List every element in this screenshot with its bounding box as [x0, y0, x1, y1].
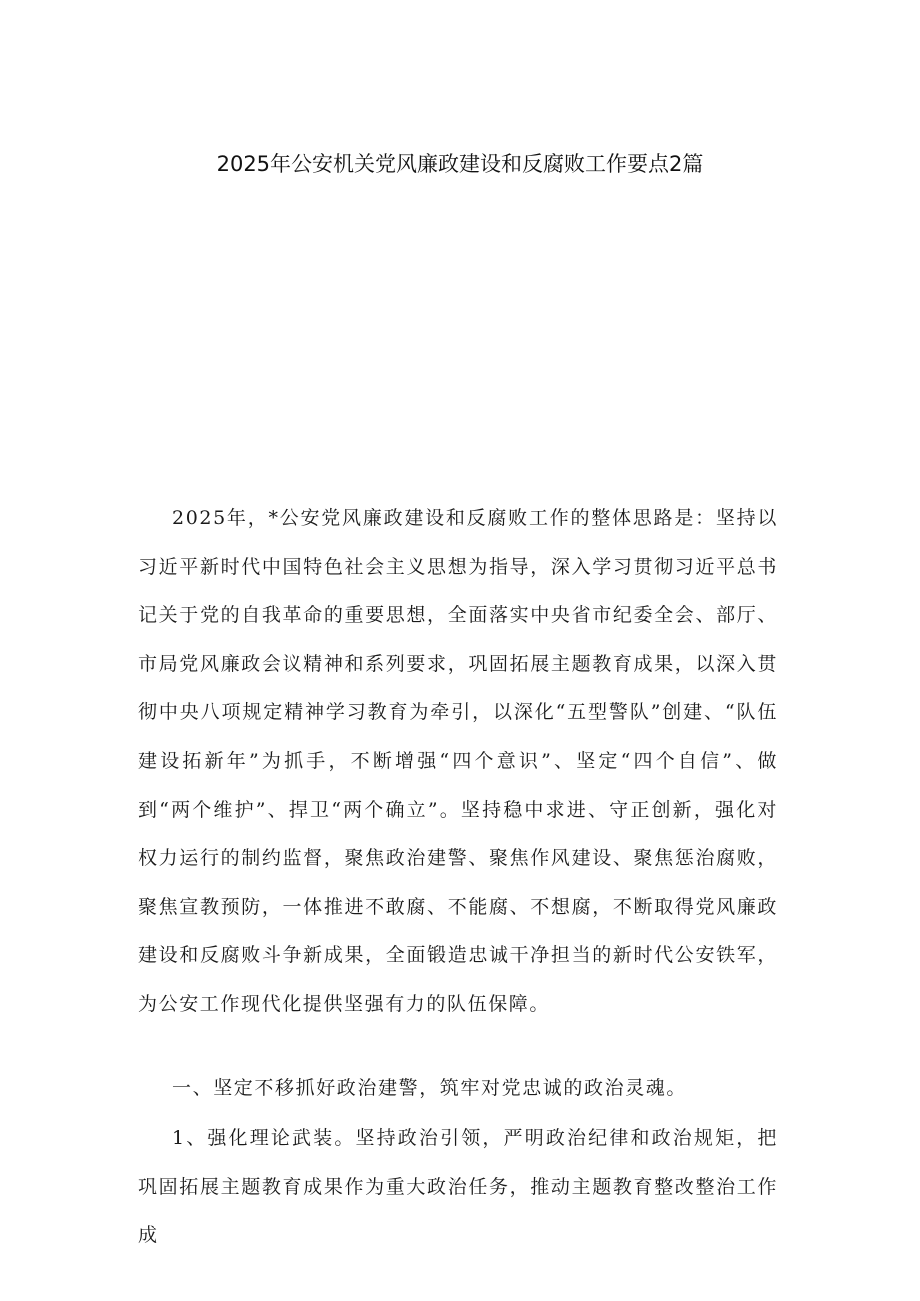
paragraph-overall-approach: 2025年，*公安党风廉政建设和反腐败工作的整体思路是：坚持以习近平新时代中国特色社会主义思想为指导，深入学习贯彻习近平总书记关于党的自我革命的重要思想，全面落实中央省市纪委全会、部厅、市局党风廉政会议精神和系列要求，巩固拓展主题教育成果，以深入贯彻中央八项规定精神学习教育为牵引，以深化“五型警队”创建、“队伍建设拓新年”为抓手，不断增强“四个意识”、坚定“四个自信”、做到“两个维护”、捍卫“两个确立”。坚持稳中求进、守正创新，强化对权力运行的制约监督，聚焦政治建警、聚焦作风建设、聚焦惩治腐败，聚焦宣教预防，一体推进不敢腐、不能腐、不想腐，不断取得党风廉政建设和反腐败斗争新成果，全面锻造忠诚干净担当的新时代公安铁军，为公安工作现代化提供坚强有力的队伍保障。: [138, 507, 778, 1015]
document-title: 2025年公安机关党风廉政建设和反腐败工作要点2篇: [216, 152, 704, 176]
paragraph-theory-armament: 1、强化理论武装。坚持政治引领，严明政治纪律和政治规矩，把巩固拓展主题教育成果作为重大政治任务，推动主题教育整改整治工作成: [138, 1127, 778, 1247]
section-heading-political-building: 一、坚定不移抓好政治建警，筑牢对党忠诚的政治灵魂。: [172, 1077, 688, 1099]
